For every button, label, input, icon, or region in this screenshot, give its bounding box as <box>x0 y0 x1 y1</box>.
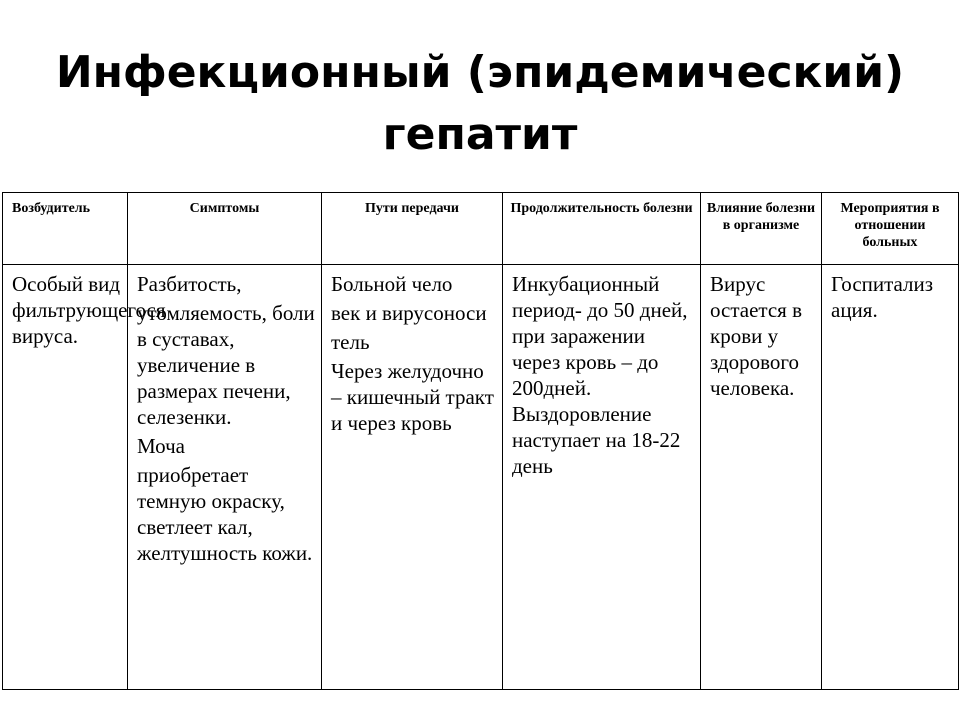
cell-text: век и вирусоноси <box>331 301 487 325</box>
cell-effect <box>701 265 822 690</box>
cell-text: приобретает темную окраску, светлеет кал, желтушность кожи. <box>137 463 313 565</box>
header-pathogen: Возбудитель <box>3 193 128 265</box>
header-effect: Влияние болезни в организме <box>701 193 822 265</box>
cell-text: Госпитализ ация. <box>831 272 934 322</box>
cell-text: Инкубационный период- до 50 дней, при заражении через кровь – до 200дней. Выздоровление наступает на 18-22 день <box>512 272 688 478</box>
hepatitis-table-container <box>2 192 958 690</box>
slide-title-line-2: гепатит <box>382 109 578 160</box>
cell-text: Особый вид фильтрующегося вируса. <box>12 272 166 348</box>
header-transmission: Пути передачи <box>322 193 503 265</box>
cell-symptoms <box>128 265 322 690</box>
cell-text: Через желудочно – кишечный тракт и через кровь <box>331 359 494 435</box>
cell-text: Разбитость, <box>137 272 242 296</box>
slide-title <box>0 42 960 166</box>
cell-measures <box>822 265 959 690</box>
cell-text: Больной чело <box>331 272 453 296</box>
header-measures: Мероприятия в отношении больных <box>822 193 959 265</box>
table-header-row <box>3 193 959 265</box>
header-symptoms: Симптомы <box>128 193 322 265</box>
slide-title-line-1: Инфекционный (эпидемический) <box>55 47 905 98</box>
header-duration: Продолжительность болезни <box>503 193 701 265</box>
cell-text: тель <box>331 330 370 354</box>
cell-duration <box>503 265 701 690</box>
table-row <box>3 265 959 690</box>
cell-transmission <box>322 265 503 690</box>
cell-text: Моча <box>137 434 185 458</box>
cell-text: утомляемость, боли в суставах, увеличение в размерах печени, селезенки. <box>137 301 315 429</box>
cell-text: Вирус остается в крови у здорового человека. <box>710 272 802 400</box>
hepatitis-table <box>2 192 959 690</box>
